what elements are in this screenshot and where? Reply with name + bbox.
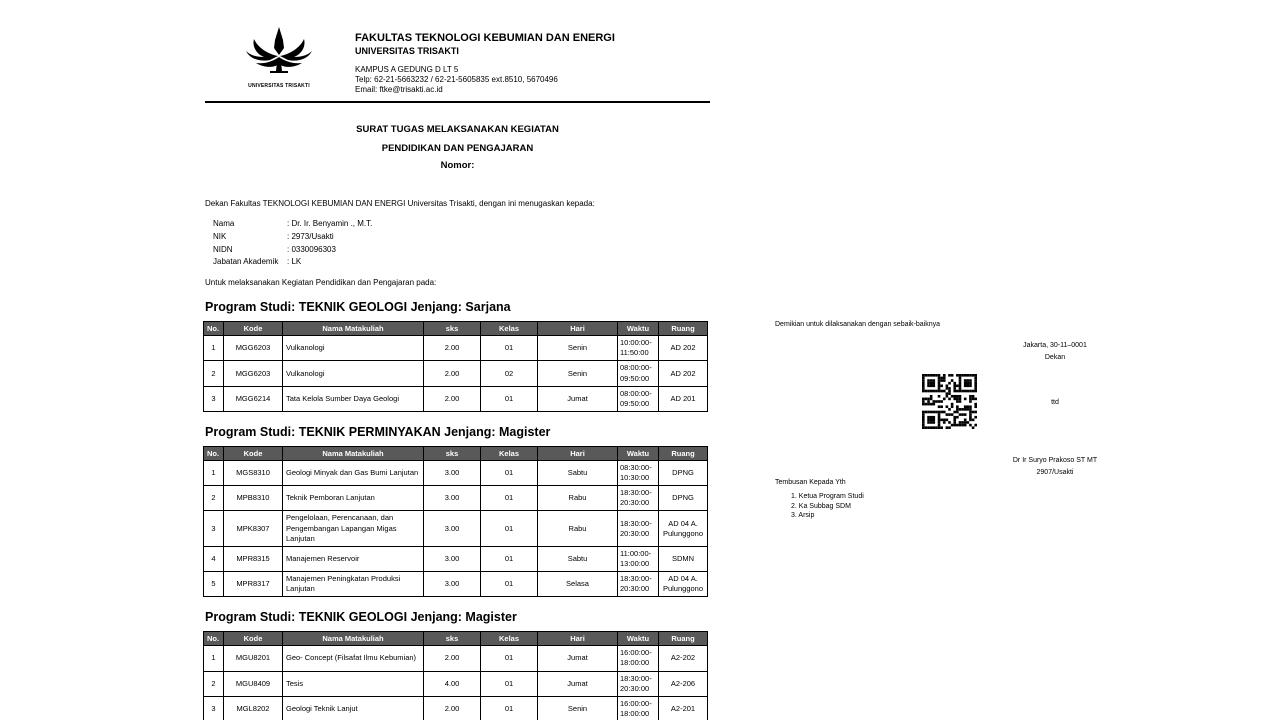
table-cell: MGS8310 <box>224 460 283 485</box>
nomor-label: Nomor: <box>440 160 475 171</box>
table-row <box>204 386 708 411</box>
column-header: No. <box>204 446 224 460</box>
table-cell: Geologi Minyak dan Gas Bumi Lanjutan <box>283 460 424 485</box>
signer-name: Dr Ir Suryo Prakoso ST MT <box>1012 457 1098 464</box>
table-cell: 3 <box>204 696 224 720</box>
column-header: Ruang <box>659 322 708 336</box>
table-cell: 01 <box>481 671 538 696</box>
table-cell: Vulkanologi <box>283 336 424 361</box>
table-cell: 2.00 <box>424 646 481 671</box>
column-header: Ruang <box>659 632 708 646</box>
recipient-label: Nama <box>213 219 235 228</box>
table-cell: 18:30:00-20:30:00 <box>618 486 659 511</box>
course-schedule-table <box>203 446 708 597</box>
recipient-details <box>205 218 710 269</box>
qr-code-icon <box>922 374 977 429</box>
column-header: Waktu <box>618 446 659 460</box>
dekan-label: Dekan <box>1044 354 1066 361</box>
table-cell: 2.00 <box>424 386 481 411</box>
table-cell: DPNG <box>659 460 708 485</box>
table-cell: MPR8317 <box>224 572 283 597</box>
intro-paragraph: Dekan Fakultas TEKNOLOGI KEBUMIAN DAN ENERGI Universitas Trisakti, dengan ini menugaskan kepada: <box>205 199 595 208</box>
table-row <box>204 646 708 671</box>
table-cell: Geologi Teknik Lanjut <box>283 696 424 720</box>
table-row <box>204 696 708 720</box>
column-header: No. <box>204 632 224 646</box>
university-name: UNIVERSITAS TRISAKTI <box>355 46 459 56</box>
ttd-label: ttd <box>1051 399 1059 406</box>
column-header: Kelas <box>481 322 538 336</box>
table-cell: MPR8315 <box>224 546 283 571</box>
table-cell: Selasa <box>538 572 618 597</box>
table-cell: Pengelolaan, Perencanaan, dan Pengembangan Lapangan Migas Lanjutan <box>283 511 424 546</box>
recipient-value: : Dr. Ir. Benyamin ., M.T. <box>287 219 373 228</box>
table-cell: 11:00:00-13:00:00 <box>618 546 659 571</box>
recipient-value: : 2973/Usakti <box>287 231 334 241</box>
table-cell: 3.00 <box>424 460 481 485</box>
table-cell: 1 <box>204 646 224 671</box>
table-cell: 16:00:00-18:00:00 <box>618 646 659 671</box>
table-cell: AD 202 <box>659 336 708 361</box>
table-cell: 01 <box>481 572 538 597</box>
table-cell: Jumat <box>538 646 618 671</box>
table-cell: Manajemen Reservoir <box>283 546 424 571</box>
table-cell: 3.00 <box>424 546 481 571</box>
table-row <box>204 546 708 571</box>
table-cell: 1 <box>204 460 224 485</box>
tembusan-item: 3. Arsip <box>791 512 815 519</box>
column-header: Nama Matakuliah <box>283 632 424 646</box>
course-schedule-table <box>203 321 708 412</box>
table-row <box>204 361 708 386</box>
trisakti-trident-icon <box>240 26 318 82</box>
recipient-value: : LK <box>287 257 302 267</box>
column-header: Kode <box>224 322 283 336</box>
column-header: Hari <box>538 446 618 460</box>
table-cell: A2-201 <box>659 696 708 720</box>
table-cell: Sabtu <box>538 546 618 571</box>
table-cell: 1 <box>204 336 224 361</box>
table-cell: Vulkanologi <box>283 361 424 386</box>
signer-nik: 2907/Usakti <box>1036 469 1074 476</box>
table-cell: Geo- Concept (Filsafat Ilmu Kebumian) <box>283 646 424 671</box>
column-header: Hari <box>538 322 618 336</box>
table-row <box>204 572 708 597</box>
table-cell: 3 <box>204 386 224 411</box>
table-cell: 2.00 <box>424 361 481 386</box>
table-cell: DPNG <box>659 486 708 511</box>
table-cell: AD 04 A. Pulunggono <box>659 511 708 546</box>
table-cell: MGG6203 <box>224 361 283 386</box>
letterhead <box>205 26 710 96</box>
table-cell: Tata Kelola Sumber Daya Geologi <box>283 386 424 411</box>
column-header: Kelas <box>481 632 538 646</box>
column-header: Kode <box>224 632 283 646</box>
table-cell: MPB8310 <box>224 486 283 511</box>
recipient-label: Jabatan Akademik <box>213 257 279 267</box>
table-cell: Tesis <box>283 671 424 696</box>
table-cell: 01 <box>481 460 538 485</box>
recipient-row <box>213 218 710 231</box>
course-schedule-table <box>203 631 708 720</box>
table-row <box>204 511 708 546</box>
tembusan-item: 1. Ketua Program Studi <box>791 493 864 500</box>
table-cell: Manajemen Peningkatan Produksi Lanjutan <box>283 572 424 597</box>
table-cell: SDMN <box>659 546 708 571</box>
table-cell: Rabu <box>538 486 618 511</box>
letterhead-text <box>355 26 615 96</box>
column-header: sks <box>424 632 481 646</box>
table-cell: 02 <box>481 361 538 386</box>
table-cell: 3.00 <box>424 511 481 546</box>
column-header: Nama Matakuliah <box>283 446 424 460</box>
place-date-block <box>990 340 1120 364</box>
phone-line: Telp: 62-21-5663232 / 62-21-5605835 ext.8510, 5670496 <box>355 75 558 84</box>
table-row <box>204 486 708 511</box>
table-cell: AD 201 <box>659 386 708 411</box>
column-header: Ruang <box>659 446 708 460</box>
assignment-letter <box>205 26 710 720</box>
column-header: Kelas <box>481 446 538 460</box>
table-cell: MGG6214 <box>224 386 283 411</box>
table-cell: 01 <box>481 696 538 720</box>
campus-address: KAMPUS A GEDUNG D LT 5 <box>355 65 459 74</box>
table-cell: 2.00 <box>424 696 481 720</box>
column-header: sks <box>424 322 481 336</box>
program-studi-heading: Program Studi: TEKNIK GEOLOGI Jenjang: Magister <box>205 610 517 625</box>
university-logo <box>240 26 318 96</box>
table-cell: 01 <box>481 486 538 511</box>
table-cell: 01 <box>481 386 538 411</box>
recipient-row <box>213 231 710 244</box>
letterhead-divider <box>205 101 710 103</box>
table-cell: Rabu <box>538 511 618 546</box>
table-row <box>204 460 708 485</box>
closing-statement: Demikian untuk dilaksanakan dengan sebaik-baiknya <box>775 321 940 328</box>
table-cell: 08:00:00-09:50:00 <box>618 361 659 386</box>
assignment-intro: Untuk melaksanakan Kegiatan Pendidikan dan Pengajaran pada: <box>205 278 437 288</box>
table-cell: MGU8201 <box>224 646 283 671</box>
title-line-1: SURAT TUGAS MELAKSANAKAN KEGIATAN <box>356 124 559 135</box>
table-cell: 01 <box>481 336 538 361</box>
table-cell: 16:00:00-18:00:00 <box>618 696 659 720</box>
table-cell: MGG6203 <box>224 336 283 361</box>
program-studi-heading: Program Studi: TEKNIK GEOLOGI Jenjang: Sarjana <box>205 300 511 315</box>
table-cell: AD 202 <box>659 361 708 386</box>
table-cell: 4.00 <box>424 671 481 696</box>
schedule-sections <box>205 300 710 720</box>
table-cell: 2 <box>204 671 224 696</box>
table-cell: 08:30:00-10:30:00 <box>618 460 659 485</box>
table-cell: Senin <box>538 361 618 386</box>
recipient-label: NIDN <box>213 244 233 254</box>
table-cell: 18:30:00-20:30:00 <box>618 511 659 546</box>
tembusan-item: 2. Ka Subbag SDM <box>791 502 851 510</box>
column-header: Hari <box>538 632 618 646</box>
table-cell: 5 <box>204 572 224 597</box>
table-cell: 3 <box>204 511 224 546</box>
table-cell: 2 <box>204 486 224 511</box>
table-cell: 10:00:00-11:50:00 <box>618 336 659 361</box>
table-cell: 3.00 <box>424 486 481 511</box>
table-cell: Senin <box>538 696 618 720</box>
recipient-label: NIK <box>213 231 227 241</box>
column-header: Waktu <box>618 632 659 646</box>
table-cell: MPK8307 <box>224 511 283 546</box>
table-cell: 4 <box>204 546 224 571</box>
table-cell: 08:00:00-09:50:00 <box>618 386 659 411</box>
recipient-row <box>213 244 710 257</box>
column-header: No. <box>204 322 224 336</box>
table-cell: 2.00 <box>424 336 481 361</box>
tembusan-list <box>791 492 864 521</box>
column-header: Waktu <box>618 322 659 336</box>
table-cell: 01 <box>481 546 538 571</box>
table-cell: Jumat <box>538 671 618 696</box>
program-studi-heading: Program Studi: TEKNIK PERMINYAKAN Jenjang: Magister <box>205 424 551 439</box>
table-cell: Jumat <box>538 386 618 411</box>
signer-block <box>990 455 1120 479</box>
table-cell: A2-206 <box>659 671 708 696</box>
letter-title <box>205 120 710 174</box>
recipient-row <box>213 256 710 269</box>
table-cell: 18:30:00-20:30:00 <box>618 671 659 696</box>
table-cell: 01 <box>481 646 538 671</box>
email-line: Email: ftke@trisakti.ac.id <box>355 85 443 94</box>
faculty-name: FAKULTAS TEKNOLOGI KEBUMIAN DAN ENERGI <box>355 32 615 44</box>
table-row <box>204 671 708 696</box>
recipient-value: : 0330096303 <box>287 244 336 254</box>
place-date: Jakarta, 30-11–0001 <box>1023 342 1087 349</box>
table-cell: A2-202 <box>659 646 708 671</box>
logo-caption: UNIVERSITAS TRISAKTI <box>248 83 310 89</box>
table-cell: Teknik Pemboran Lanjutan <box>283 486 424 511</box>
table-row <box>204 336 708 361</box>
table-cell: MGU8409 <box>224 671 283 696</box>
table-cell: Sabtu <box>538 460 618 485</box>
table-cell: AD 04 A. Pulunggono <box>659 572 708 597</box>
table-cell: 3.00 <box>424 572 481 597</box>
table-cell: 18:30:00-20:30:00 <box>618 572 659 597</box>
table-cell: MGL8202 <box>224 696 283 720</box>
column-header: Nama Matakuliah <box>283 322 424 336</box>
column-header: Kode <box>224 446 283 460</box>
column-header: sks <box>424 446 481 460</box>
table-cell: 01 <box>481 511 538 546</box>
tembusan-title: Tembusan Kepada Yth <box>775 479 846 486</box>
table-cell: Senin <box>538 336 618 361</box>
table-cell: 2 <box>204 361 224 386</box>
title-line-2: PENDIDIKAN DAN PENGAJARAN <box>381 143 534 154</box>
